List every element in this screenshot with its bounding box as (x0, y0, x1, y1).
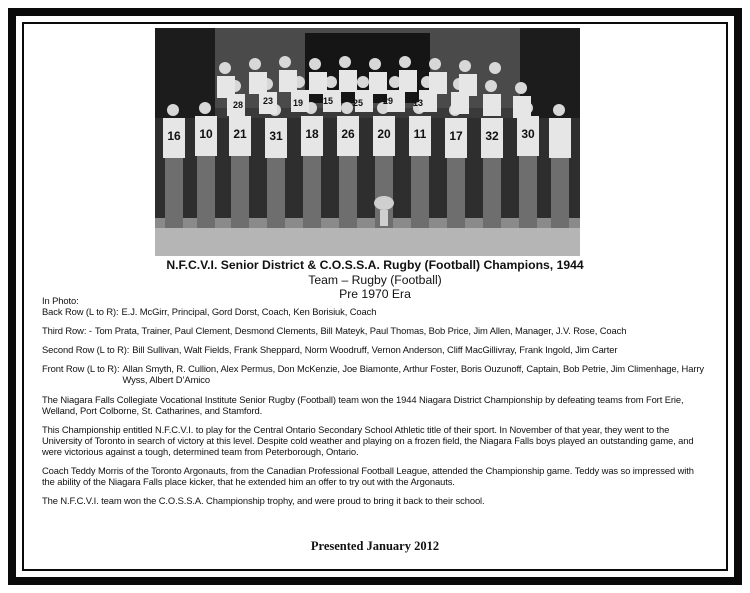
second-row (42, 344, 704, 355)
jersey-number: 25 (352, 98, 364, 108)
jersey-number: 16 (167, 129, 181, 143)
plaque-era: Pre 1970 Era (339, 287, 411, 301)
second-row-names: Bill Sullivan, Walt Fields, Frank Sheppard, Norm Woodruff, Vernon Anderson, Cliff MacGillivray, Frank Ingold, Jim Carter (132, 344, 618, 356)
team-photo-illustration (155, 28, 580, 256)
presented-date: Presented January 2012 (310, 539, 440, 553)
in-photo-label: In Photo: (42, 295, 79, 306)
plaque-body (42, 295, 704, 506)
jersey-number: 15 (322, 96, 334, 106)
jersey-number: 23 (262, 96, 274, 106)
team-photo (155, 28, 580, 256)
front-row-names: Allan Smyth, R. Cullion, Alex Permus, Don McKenzie, Joe Biamonte, Arthur Foster, Boris Ouzunoff, Captain, Bob Petrie, Jim Climenhage, Harry Wyss, Albert D’Amico (122, 363, 704, 386)
third-row-label: Third Row: - (42, 325, 92, 337)
second-row-label: Second Row (L to R): (42, 344, 130, 356)
jersey-number: 31 (269, 129, 283, 143)
jersey-number: 21 (233, 127, 247, 141)
paragraph-trophy: The N.F.C.V.I. team won the C.O.S.S.A. Championship trophy, and were proud to bring it back to their school. (42, 495, 485, 507)
jersey-number: 11 (413, 127, 427, 141)
back-row (42, 306, 704, 317)
jersey-number: 28 (232, 100, 244, 110)
third-row (42, 325, 704, 336)
jersey-number: 26 (341, 127, 355, 141)
plaque-subtitle: Team – Rugby (Football) (308, 273, 442, 287)
front-row (42, 363, 704, 385)
jersey-number: 17 (449, 129, 463, 143)
back-row-label: Back Row (L to R): (42, 306, 119, 318)
jersey-number: 10 (199, 127, 213, 141)
plaque-title: N.F.C.V.I. Senior District & C.O.S.S.A. Rugby (Football) Champions, 1944 (166, 258, 584, 272)
third-row-names: Tom Prata, Trainer, Paul Clement, Desmond Clements, Bill Mateyk, Paul Thomas, Bob Price, Jim Allen, Manager, J.V. Rose, Coach (94, 325, 627, 337)
jersey-number: 13 (412, 98, 424, 108)
jersey-number: 20 (377, 127, 391, 141)
jersey-number: 32 (485, 129, 499, 143)
paragraph-coach: Coach Teddy Morris of the Toronto Argonauts, from the Canadian Professional Football League, attended the Championship game. Teddy was so impressed with the ability of the Niagara Falls place kicker, that he extended him an offer to try out with the Argonauts. (42, 465, 694, 488)
jersey-number: 19 (292, 98, 304, 108)
paragraph-championship: This Championship entitled N.F.C.V.I. to play for the Central Ontario Secondary School Athletic title of their sport. In November of that year, they went to the University of Toronto in search of victory at this level. Despite cold weather and playing on a frozen field, the Niagara Falls boys played an outstanding game, and were victorious against a tough, determined team from Peterborough, Ontario. (42, 423, 694, 457)
jersey-number: 29 (382, 96, 394, 106)
paragraph-district: The Niagara Falls Collegiate Vocational Institute Senior Rugby (Football) team won the 1944 Niagara District Championship by defeating teams from Fort Erie, Welland, Port Colborne, St. Catharines, and Stamford. (42, 393, 684, 416)
front-row-label: Front Row (L to R): (42, 363, 120, 375)
back-row-names: E.J. McGirr, Principal, Gord Dorst, Coach, Ken Borisiuk, Coach (121, 306, 377, 318)
jersey-number: 18 (305, 127, 319, 141)
jersey-number: 30 (521, 127, 535, 141)
